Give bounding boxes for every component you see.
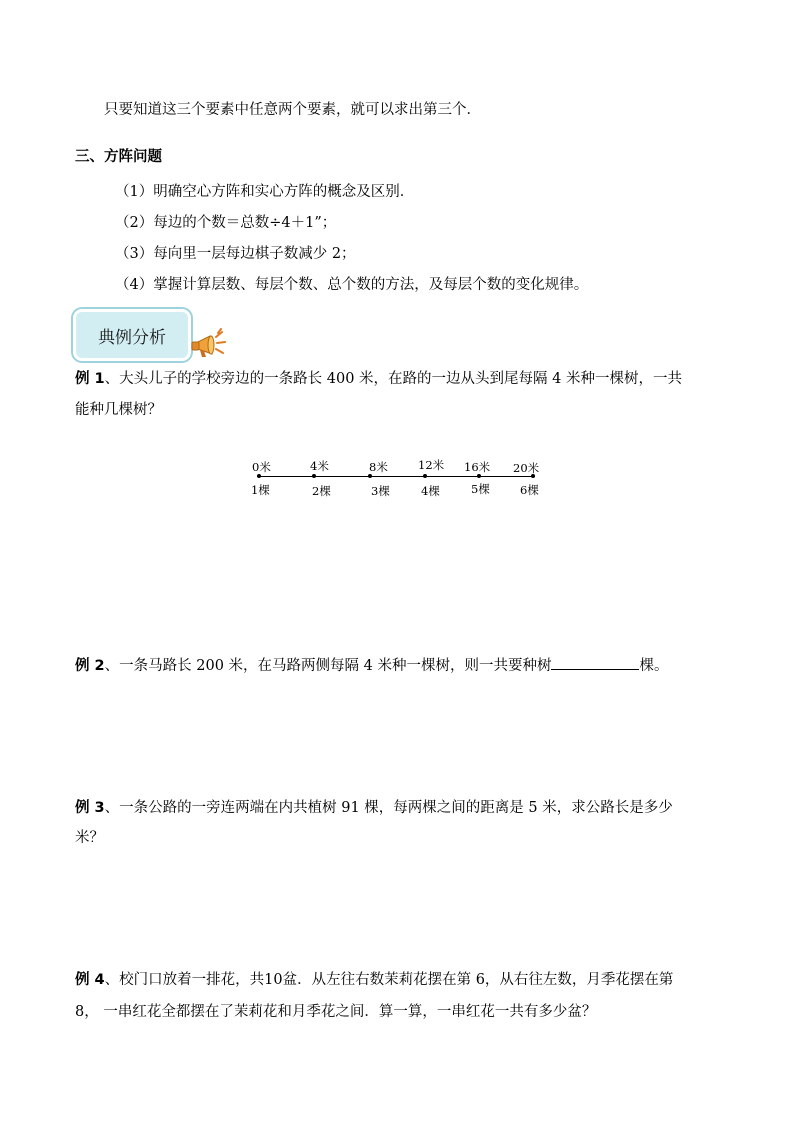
answer-blank[interactable] [551,655,639,670]
megaphone-icon [188,328,232,360]
tree-point [423,474,427,478]
example-label: 例 2 [75,658,105,674]
tree-count-label: 3棵 [371,484,390,498]
distance-label: 8米 [369,460,388,474]
tree-count-label: 2棵 [312,484,331,498]
example-4 [75,968,673,989]
tree-count-label: 5棵 [471,482,490,496]
example-text: 、大头儿子的学校旁边的一条路长 400 米，在路的一边从头到尾每隔 4 米种一棵树，一共 [104,371,682,387]
badge-label: 典例分析 [98,328,166,348]
list-item: （3）每向里一层每边棋子数减少 2； [115,246,356,262]
example-text-after: 棵。 [639,658,669,674]
distance-label: 16米 [464,460,491,474]
example-2 [75,654,668,675]
example-text: 、一条马路长 200 米，在马路两侧每隔 4 米种一棵树，则一共要种树 [104,658,552,674]
section-title: 三、方阵问题 [75,149,162,165]
example-text: 、一条公路的一旁连两端在内共植树 91 棵，每两棵之间的距离是 5 米，求公路长是多少 [104,800,673,816]
tree-count-label: 4棵 [421,484,440,498]
intro-line: 只要知道这三个要素中任意两个要素，就可以求出第三个． [104,102,481,118]
example-label: 例 1 [75,371,105,387]
list-item: （1）明确空心方阵和实心方阵的概念及区别． [115,184,415,200]
section-badge [73,309,191,361]
example-3-line2: 米？ [75,830,104,846]
tree-count-label: 1棵 [251,483,270,497]
road-line [259,476,535,477]
example-1 [75,367,682,388]
list-item: （4）掌握计算层数、每层个数、总个数的方法，及每层个数的变化规律。 [115,277,589,293]
tree-point [312,474,316,478]
distance-label: 12米 [418,458,445,472]
tree-spacing-diagram [245,455,555,505]
distance-label: 0米 [252,460,271,474]
example-4-line2: 8， 一串红花全都摆在了茉莉花和月季花之间．算一算，一串红花一共有多少盆？ [75,1004,597,1020]
list-item: （2）每边的个数＝总数÷4＋1”； [115,215,337,231]
example-1-line2: 能种几棵树？ [75,402,162,418]
example-label: 例 3 [75,800,105,816]
tree-count-label: 6棵 [520,483,539,497]
example-3 [75,796,673,817]
distance-label: 20米 [513,461,540,475]
example-text: 、校门口放着一排花，共10盆．从左往右数茉莉花摆在第 6，从右往左数，月季花摆在第 [104,972,674,988]
distance-label: 4米 [310,459,329,473]
example-label: 例 4 [75,972,105,988]
